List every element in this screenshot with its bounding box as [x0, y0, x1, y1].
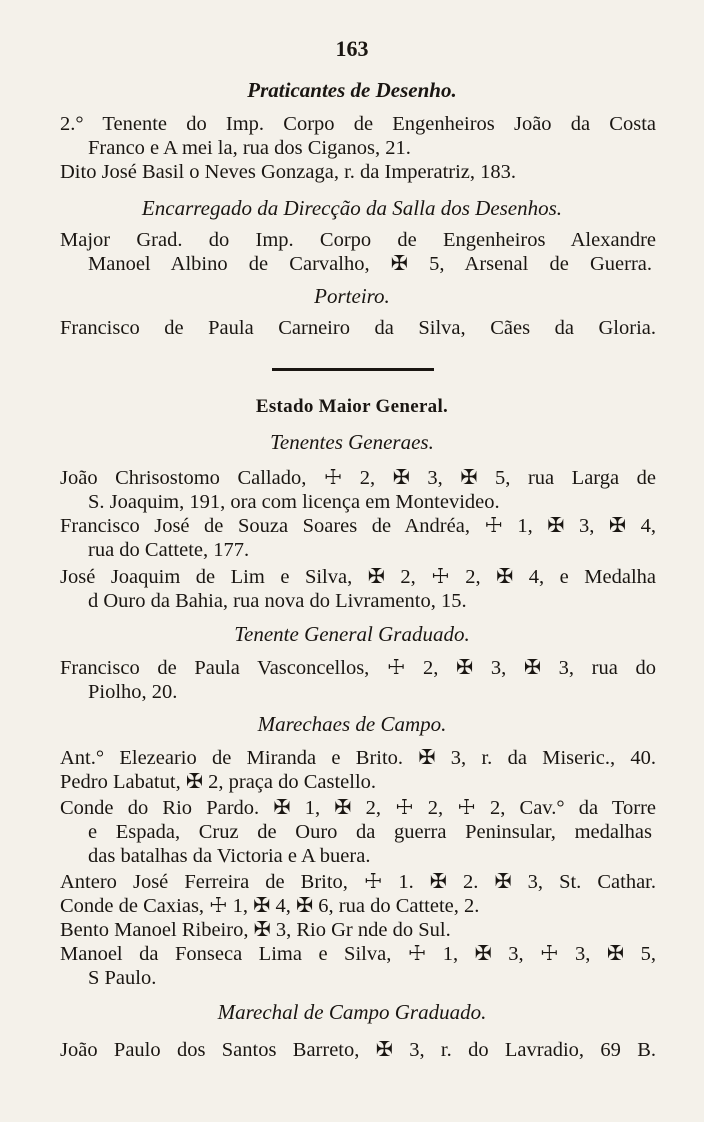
text-line: João Paulo dos Santos Barreto, ✠ 3, r. do Lavradio, 69 B.: [60, 1039, 656, 1061]
text-line: d Ouro da Bahia, rua nova do Livramento, 15.: [88, 590, 467, 612]
text-line: Piolho, 20.: [88, 681, 178, 703]
section-title-praticantes: Praticantes de Desenho.: [247, 78, 457, 102]
main-heading: Estado Maior General.: [255, 396, 449, 417]
text-line: Pedro Labatut, ✠ 2, praça do Castello.: [60, 771, 377, 793]
text-line: Francisco de Paula Carneiro da Silva, Cães da Gloria.: [60, 317, 656, 339]
section-title-marechal-de-campo-graduado: Marechal de Campo Graduado.: [217, 1000, 487, 1024]
text-line: Dito José Basil o Neves Gonzaga, r. da Imperatriz, 183.: [60, 161, 517, 183]
text-line: Major Grad. do Imp. Corpo de Engenheiros Alexandre: [60, 229, 656, 251]
text-line: Antero José Ferreira de Brito, ☩ 1. ✠ 2. ✠ 3, St. Cathar.: [60, 871, 656, 893]
text-line: Manoel Albino de Carvalho, ✠ 5, Arsenal de Guerra.: [88, 253, 652, 275]
text-line: Manoel da Fonseca Lima e Silva, ☩ 1, ✠ 3, ☩ 3, ✠ 5,: [60, 943, 656, 965]
text-line: Conde de Caxias, ☩ 1, ✠ 4, ✠ 6, rua do Cattete, 2.: [60, 895, 480, 917]
section-title-marechaes-de-campo: Marechaes de Campo.: [257, 712, 447, 736]
text-line: José Joaquim de Lim e Silva, ✠ 2, ☩ 2, ✠ 4, e Medalha: [60, 566, 656, 588]
text-line: rua do Cattete, 177.: [88, 539, 250, 561]
text-line: Franco e A mei la, rua dos Ciganos, 21.: [88, 137, 411, 159]
section-title-encarregado: Encarregado da Direcção da Salla dos Desenhos.: [141, 196, 563, 220]
text-line: João Chrisostomo Callado, ☩ 2, ✠ 3, ✠ 5, rua Larga de: [60, 467, 656, 489]
text-line: das batalhas da Victoria e A buera.: [88, 845, 371, 867]
page-number: 163: [335, 36, 369, 61]
text-line: Conde do Rio Pardo. ✠ 1, ✠ 2, ☩ 2, ☩ 2, Cav.° da Torre: [60, 797, 656, 819]
text-line: S Paulo.: [88, 967, 157, 989]
text-line: 2.° Tenente do Imp. Corpo de Engenheiros João da Costa: [60, 113, 656, 135]
section-title-porteiro: Porteiro.: [314, 284, 390, 308]
text-line: Bento Manoel Ribeiro, ✠ 3, Rio Gr nde do Sul.: [60, 919, 451, 941]
text-line: Francisco José de Souza Soares de Andréa, ☩ 1, ✠ 3, ✠ 4,: [60, 515, 656, 537]
section-title-tenentes-generaes: Tenentes Generaes.: [270, 430, 434, 454]
text-line: Ant.° Elezeario de Miranda e Brito. ✠ 3, r. da Miseric., 40.: [60, 747, 656, 769]
text-line: e Espada, Cruz de Ouro da guerra Peninsular, medalhas: [88, 821, 652, 843]
section-divider: [272, 368, 434, 371]
text-line: S. Joaquim, 191, ora com licença em Montevideo.: [88, 491, 500, 513]
section-title-tenente-general-graduado: Tenente General Graduado.: [234, 622, 470, 646]
text-line: Francisco de Paula Vasconcellos, ☩ 2, ✠ 3, ✠ 3, rua do: [60, 657, 656, 679]
